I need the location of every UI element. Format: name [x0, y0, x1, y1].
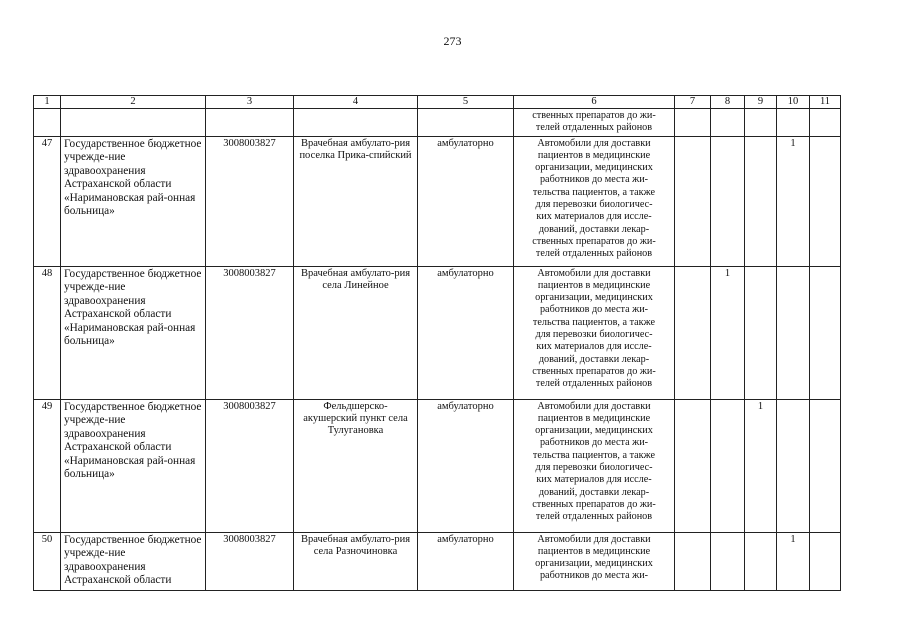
- col-header-5: 5: [418, 96, 514, 109]
- count-col-11: [810, 109, 841, 137]
- count-col-10: [777, 109, 810, 137]
- inn-code: [206, 109, 294, 137]
- care-form: [418, 109, 514, 137]
- row-number: 48: [34, 266, 61, 399]
- row-number: 47: [34, 136, 61, 266]
- vehicle-purpose: Автомобили для доставки пациентов в медицинские организации, медицинских работников до места жи- тельства пациентов, а также для перевозки биологичес- ких материалов для иссле- дований, доставки лекар- ственных препаратов до жи- телей отдаленных районов: [514, 136, 675, 266]
- column-number-header: [34, 96, 841, 109]
- col-header-4: 4: [294, 96, 418, 109]
- col-header-8: 8: [711, 96, 745, 109]
- table-row: [34, 266, 841, 399]
- vehicle-allocation-table: [33, 95, 841, 591]
- count-col-8: [711, 399, 745, 532]
- facility-name: [294, 109, 418, 137]
- count-col-8: 1: [711, 266, 745, 399]
- count-col-7: [675, 266, 711, 399]
- vehicle-purpose: Автомобили для доставки пациентов в медицинские организации, медицинских работников до места жи-: [514, 532, 675, 590]
- col-header-9: 9: [745, 96, 777, 109]
- care-form: амбулаторно: [418, 266, 514, 399]
- care-form: амбулаторно: [418, 136, 514, 266]
- count-col-7: [675, 136, 711, 266]
- facility-name: Врачебная амбулато-рия поселка Прика-спийский: [294, 136, 418, 266]
- col-header-6: 6: [514, 96, 675, 109]
- count-col-10: [777, 399, 810, 532]
- row-number: [34, 109, 61, 137]
- count-col-9: [745, 109, 777, 137]
- count-col-10: [777, 266, 810, 399]
- col-header-1: 1: [34, 96, 61, 109]
- organization-name: Государственное бюджетное учрежде-ние здравоохранения Астраханской области «Наримановская рай-онная больница»: [61, 399, 206, 532]
- facility-name: Врачебная амбулато-рия села Линейное: [294, 266, 418, 399]
- col-header-7: 7: [675, 96, 711, 109]
- col-header-2: 2: [61, 96, 206, 109]
- count-col-9: [745, 136, 777, 266]
- vehicle-purpose: Автомобили для доставки пациентов в медицинские организации, медицинских работников до места жи- тельства пациентов, а также для перевозки биологичес- ких материалов для иссле- дований, доставки лекар- ственных препаратов до жи- телей отдаленных районов: [514, 399, 675, 532]
- count-col-9: [745, 532, 777, 590]
- care-form: амбулаторно: [418, 532, 514, 590]
- inn-code: 3008003827: [206, 399, 294, 532]
- count-col-11: [810, 399, 841, 532]
- table-row: [34, 532, 841, 590]
- organization-name: Государственное бюджетное учрежде-ние здравоохранения Астраханской области: [61, 532, 206, 590]
- count-col-8: [711, 136, 745, 266]
- count-col-7: [675, 109, 711, 137]
- facility-name: Врачебная амбулато-рия села Разночиновка: [294, 532, 418, 590]
- count-col-9: [745, 266, 777, 399]
- count-col-7: [675, 532, 711, 590]
- organization-name: Государственное бюджетное учрежде-ние здравоохранения Астраханской области «Наримановская рай-онная больница»: [61, 266, 206, 399]
- inn-code: 3008003827: [206, 266, 294, 399]
- row-number: 50: [34, 532, 61, 590]
- count-col-10: 1: [777, 136, 810, 266]
- count-col-8: [711, 109, 745, 137]
- vehicle-purpose: ственных препаратов до жи- телей отдаленных районов: [514, 109, 675, 137]
- count-col-8: [711, 532, 745, 590]
- inn-code: 3008003827: [206, 532, 294, 590]
- organization-name: Государственное бюджетное учрежде-ние здравоохранения Астраханской области «Наримановская рай-онная больница»: [61, 136, 206, 266]
- row-number: 49: [34, 399, 61, 532]
- count-col-9: 1: [745, 399, 777, 532]
- col-header-10: 10: [777, 96, 810, 109]
- count-col-7: [675, 399, 711, 532]
- facility-name: Фельдшерско-акушерский пункт села Тулугановка: [294, 399, 418, 532]
- col-header-3: 3: [206, 96, 294, 109]
- col-header-11: 11: [810, 96, 841, 109]
- organization-name: [61, 109, 206, 137]
- table-row-continuation: [34, 109, 841, 137]
- count-col-11: [810, 136, 841, 266]
- count-col-11: [810, 532, 841, 590]
- vehicle-purpose: Автомобили для доставки пациентов в медицинские организации, медицинских работников до места жи- тельства пациентов, а также для перевозки биологичес- ких материалов для иссле- дований, доставки лекар- ственных препаратов до жи- телей отдаленных районов: [514, 266, 675, 399]
- count-col-10: 1: [777, 532, 810, 590]
- table-row: [34, 136, 841, 266]
- inn-code: 3008003827: [206, 136, 294, 266]
- page-number: 273: [443, 34, 462, 48]
- care-form: амбулаторно: [418, 399, 514, 532]
- count-col-11: [810, 266, 841, 399]
- table-row: [34, 399, 841, 532]
